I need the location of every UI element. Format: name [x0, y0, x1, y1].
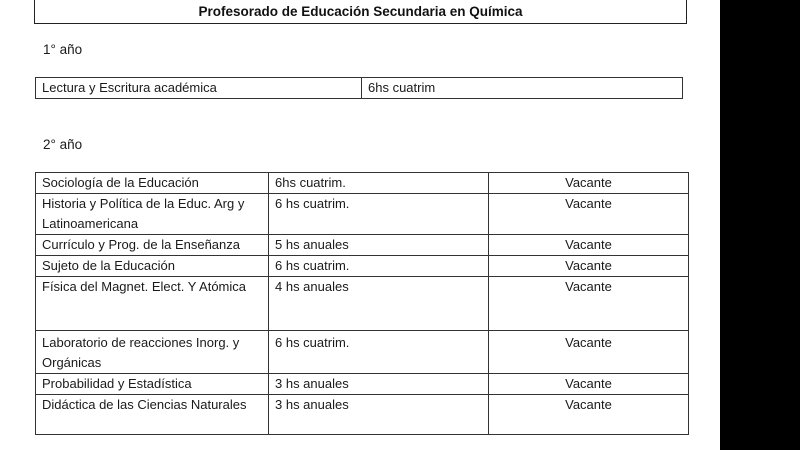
subject-cell: Lectura y Escritura académica: [36, 78, 362, 99]
year-2-heading: 2° año: [43, 137, 83, 152]
status-cell: Vacante: [489, 395, 689, 435]
subject-cell: Currículo y Prog. de la Enseñanza: [36, 235, 269, 256]
hours-cell: 6 hs cuatrim.: [269, 331, 489, 374]
table-row: [36, 173, 689, 194]
hours-cell: 6hs cuatrim: [362, 78, 683, 99]
status-cell: Vacante: [489, 277, 689, 331]
table-row: [36, 331, 689, 374]
table-row: [36, 277, 689, 331]
table-row: [36, 78, 683, 99]
subject-cell: Sujeto de la Educación: [36, 256, 269, 277]
year-1-heading: 1° año: [43, 42, 83, 57]
status-cell: Vacante: [489, 194, 689, 235]
document-title: Profesorado de Educación Secundaria en Química: [34, 0, 687, 24]
subject-cell: Física del Magnet. Elect. Y Atómica: [36, 277, 269, 331]
subject-cell: Historia y Política de la Educ. Arg y Latinoamericana: [36, 194, 269, 235]
table-row: [36, 374, 689, 395]
hours-cell: 6hs cuatrim.: [269, 173, 489, 194]
table-row: [36, 235, 689, 256]
status-cell: Vacante: [489, 256, 689, 277]
hours-cell: 6 hs cuatrim.: [269, 194, 489, 235]
subject-cell: Laboratorio de reacciones Inorg. y Orgánicas: [36, 331, 269, 374]
subject-cell: Sociología de la Educación: [36, 173, 269, 194]
status-cell: Vacante: [489, 331, 689, 374]
status-cell: Vacante: [489, 235, 689, 256]
hours-cell: 6 hs cuatrim.: [269, 256, 489, 277]
year-1-table: [35, 77, 683, 99]
status-cell: Vacante: [489, 374, 689, 395]
hours-cell: 3 hs anuales: [269, 374, 489, 395]
subject-cell: Probabilidad y Estadística: [36, 374, 269, 395]
table-row: [36, 256, 689, 277]
table-row: [36, 395, 689, 435]
hours-cell: 4 hs anuales: [269, 277, 489, 331]
subject-cell: Didáctica de las Ciencias Naturales: [36, 395, 269, 435]
table-row: [36, 194, 689, 235]
status-cell: Vacante: [489, 173, 689, 194]
hours-cell: 3 hs anuales: [269, 395, 489, 435]
hours-cell: 5 hs anuales: [269, 235, 489, 256]
year-2-table: [35, 172, 689, 435]
